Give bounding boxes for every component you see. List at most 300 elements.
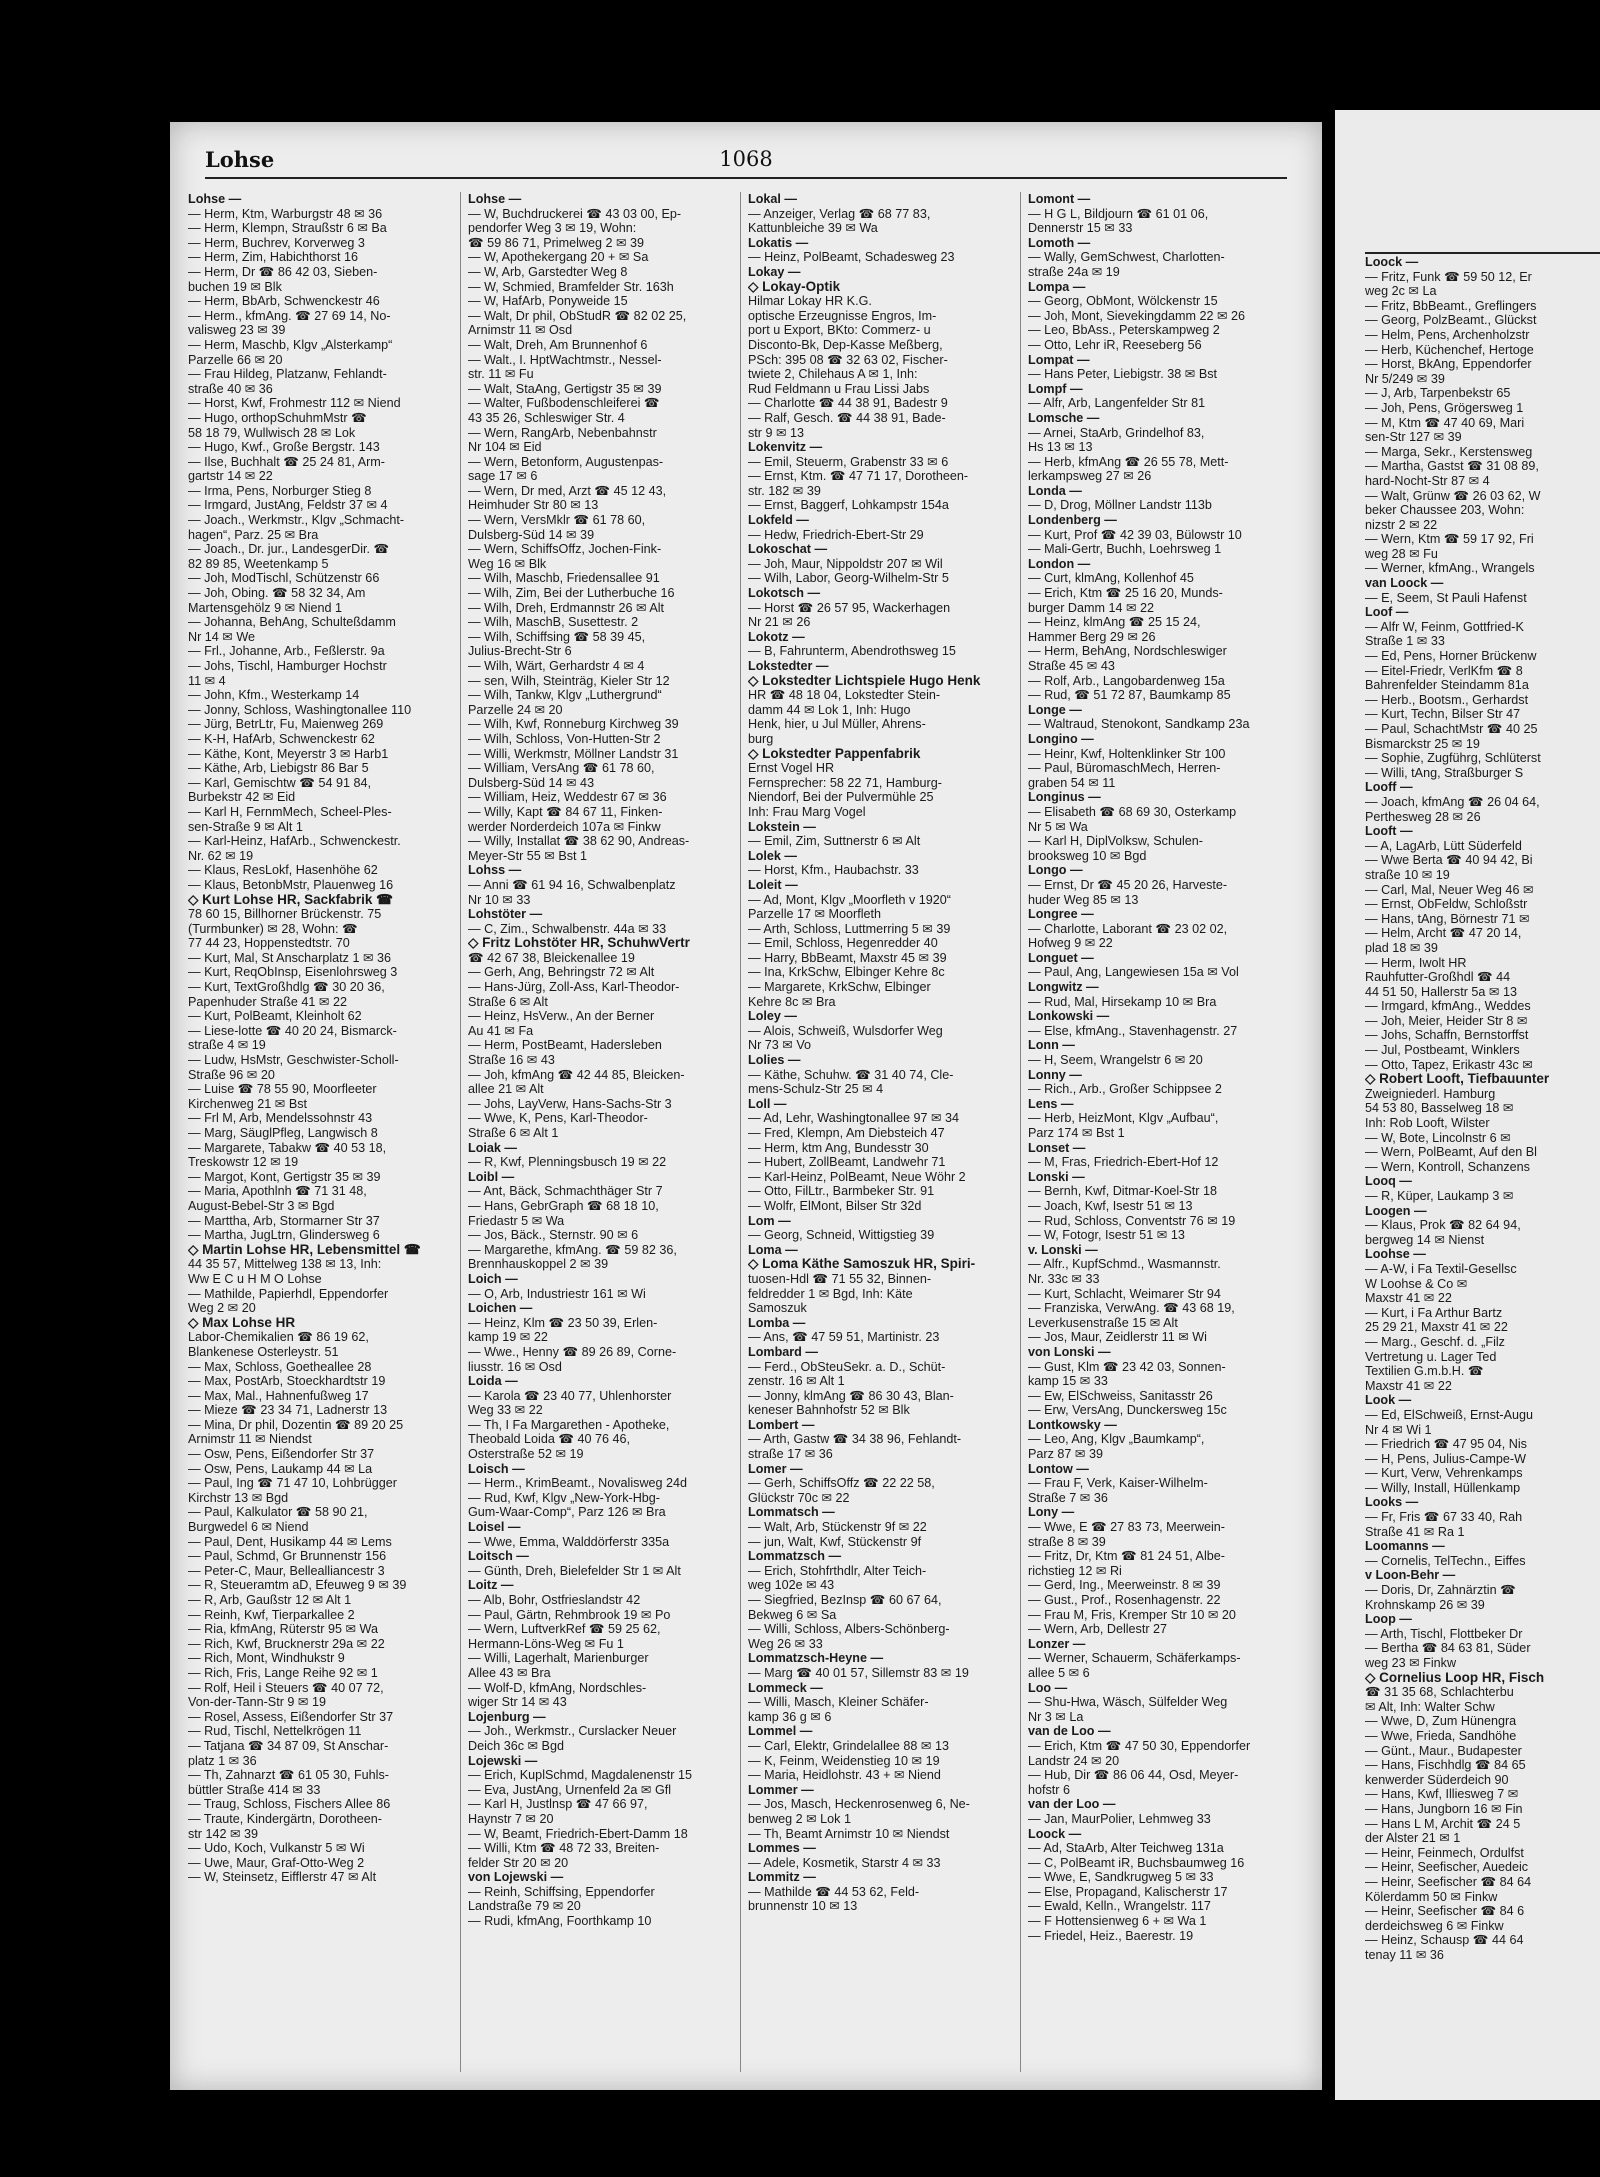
directory-entry: — Rudi, kfmAng, Foorthkamp 10 [468,1914,652,1929]
directory-entry: Haynstr 7 ✉ 20 [468,1811,554,1826]
directory-entry: — Joach, kfmAng ☎ 26 04 64, [1365,794,1540,809]
directory-entry: Henk, hier, u Jul Müller, Ahrens- [748,717,926,732]
directory-entry: — Martha, JugLtrn, Glindersweg 6 [188,1228,380,1243]
directory-entry: — Otto, Tapez, Erikastr 43c ✉ [1365,1057,1533,1072]
directory-entry: graben 54 ✉ 11 [1028,775,1116,790]
directory-entry: kamp 36 g ✉ 6 [748,1709,832,1724]
directory-entry: — Herb, kfmAng ☎ 26 55 78, Mett- [1028,454,1229,469]
directory-entry: August-Bebel-Str 3 ✉ Bgd [188,1198,335,1213]
directory-entry: Allee 43 ✉ Bra [468,1665,551,1680]
directory-entry: — W, Arb, Garstedter Weg 8 [468,264,628,279]
directory-entry: Lony — [1028,1505,1075,1520]
directory-entry: Lokay — [748,264,801,279]
directory-entry: — Ad, Lehr, Washingtonallee 97 ✉ 34 [748,1111,960,1126]
directory-entry: — W, HafArb, Ponyweide 15 [468,294,628,309]
directory-entry: — Paul, Kalkulator ☎ 58 90 21, [188,1505,368,1520]
directory-entry: — Gerh, Ang, Behringstr 72 ✉ Alt [468,965,655,980]
directory-entry: — Else, kfmAng., Stavenhagenstr. 27 [1028,1023,1238,1038]
directory-entry: kamp 15 ✉ 33 [1028,1374,1108,1389]
directory-entry: Straße 7 ✉ 36 [1028,1490,1108,1505]
directory-entry: — Rich, Mont, Windhukstr 9 [188,1651,345,1666]
directory-entry: Kirchenweg 21 ✉ Bst [188,1096,308,1111]
directory-entry: von Lojewski — [468,1870,564,1885]
directory-entry: Kattunbleiche 39 ✉ Wa [748,221,878,236]
directory-entry: Loibl — [468,1169,515,1184]
directory-entry: — Jonny, klmAng ☎ 86 30 43, Blan- [748,1388,954,1403]
directory-entry: — Joh, Mont, Sievekingdamm 22 ✉ 26 [1028,308,1246,323]
directory-entry: Julius-Brecht-Str 6 [468,644,572,659]
directory-entry: gartstr 14 ✉ 22 [188,469,273,484]
directory-entry: — Else, Propagand, Kalischerstr 17 [1028,1884,1228,1899]
directory-entry: 78 60 15, Billhorner Brückenstr. 75 [188,907,382,922]
directory-entry: — Hans, Fischhdlg ☎ 84 65 [1365,1758,1526,1773]
directory-entry: — Walt, Dr phil, ObStudR ☎ 82 02 25, [468,308,687,323]
directory-entry: kenwerder Süderdeich 90 [1365,1772,1509,1787]
directory-entry: Loleit — [748,877,798,892]
directory-entry: Au 41 ✉ Fa [468,1023,534,1038]
directory-entry: Hermann-Löns-Weg ✉ Fu 1 [468,1636,624,1651]
directory-entry: 77 44 23, Hoppenstedtstr. 70 [188,936,350,951]
directory-entry: — Irmgard, JustAng, Feldstr 37 ✉ 4 [188,498,388,513]
directory-entry: — Heinz, Schausp ☎ 44 64 [1365,1933,1524,1948]
directory-entry: — Herm., kfmAng. ☎ 27 69 14, No- [188,308,391,323]
directory-entry: Burbekstr 42 ✉ Eid [188,790,296,805]
directory-entry: Lomba — [748,1315,806,1330]
directory-entry: Loock — [1365,255,1419,269]
directory-entry: Lommes — [748,1841,816,1856]
directory-entry: — Wern, PolBeamt, Auf den Bl [1365,1145,1537,1160]
directory-entry: — Mathilde ☎ 44 53 62, Feld- [748,1884,920,1899]
directory-entry: ☎ 31 35 68, Schlachterbu [1365,1685,1514,1700]
directory-entry: — Rolf, Heil i Steuers ☎ 40 07 72, [188,1680,384,1695]
directory-entry: — Adele, Kosmetik, Starstr 4 ✉ 33 [748,1855,941,1870]
directory-entry: — Heinr, Kwf, Holtenklinker Str 100 [1028,746,1226,761]
directory-entry: twiete 2, Chilehaus A ✉ 1, Inh: [748,367,918,382]
directory-entry: Rud Feldmann u Frau Lissi Jabs [748,381,930,396]
directory-entry: Lokoschat — [748,542,828,557]
directory-entry: — R, Kwf, Plenningsbusch 19 ✉ 22 [468,1155,667,1170]
directory-entry: Nr 104 ✉ Eid [468,440,542,455]
directory-entry: Lokenvitz — [748,440,823,455]
directory-entry: burger Damm 14 ✉ 22 [1028,600,1155,615]
directory-entry: — Käthe, Schuhw. ☎ 31 40 74, Cle- [748,1067,954,1082]
directory-entry: — Franziska, VerwAng. ☎ 43 68 19, [1028,1301,1235,1316]
directory-entry: — Helm, Pens, Archenholzstr [1365,327,1530,342]
directory-entry: — Johs, Tischl, Hamburger Hochstr [188,659,387,673]
directory-entry: — Margot, Kont, Gertigstr 35 ✉ 39 [188,1169,381,1184]
directory-entry: — W, Apothekergang 20 + ✉ Sa [468,250,649,265]
directory-entry: Lommatsch — [748,1505,835,1520]
directory-entry: — Cornelis, TelTechn., Eiffes [1365,1553,1526,1568]
directory-entry: — Marg ☎ 40 01 57, Sillemstr 83 ✉ 19 [748,1665,969,1680]
directory-entry: Meyer-Str 55 ✉ Bst 1 [468,848,588,863]
directory-entry: — Wwe., Henny ☎ 89 26 89, Corne- [468,1344,677,1359]
directory-entry: — Heinz, Klm ☎ 23 50 39, Erlen- [468,1315,658,1330]
directory-entry: — A-W, i Fa Textil-Gesellsc [1365,1261,1517,1276]
directory-entry: — Georg, PolzBeamt., Glückst [1365,313,1537,328]
directory-entry: Deich 36c ✉ Bgd [468,1738,564,1753]
directory-entry: — Wern, Betonform, Augustenpas- [468,454,664,469]
directory-entry: — Charlotte, Laborant ☎ 23 02 02, [1028,921,1228,936]
directory-entry: benweg 2 ✉ Lok 1 [748,1811,851,1826]
directory-entry: — Herm, Buchrev, Korverweg 3 [188,235,365,250]
directory-entry: — Joach., Dr. jur., LandesgerDir. ☎ [188,542,390,557]
directory-entry: — W, Bote, Lincolnstr 6 ✉ [1365,1130,1511,1145]
directory-entry: Lombert — [748,1417,815,1432]
directory-entry: Disconto-Bk, Dep-Kasse Meßberg, [748,337,943,352]
directory-entry: Landstr 24 ✉ 20 [1028,1753,1120,1768]
directory-entry: — Frl., Johanne, Arb., Feßlerstr. 9a [188,644,385,659]
directory-entry: — Wwe, E ☎ 27 83 73, Meerwein- [1028,1520,1225,1535]
directory-entry: — Ed, Pens, Horner Brückenw [1365,649,1537,664]
directory-entry: — Rich, Kwf, Brucknerstr 29a ✉ 22 [188,1636,385,1651]
directory-entry: ◇ Martin Lohse HR, Lebensmittel ☎ [188,1242,421,1257]
directory-entry: — R, Steueramtm aD, Efeuweg 9 ✉ 39 [188,1578,407,1593]
directory-entry: Lontkowsky — [1028,1417,1117,1432]
directory-entry: — Ernst, Ktm. ☎ 47 71 17, Dorotheen- [748,469,969,484]
directory-entry: Lokotz — [748,629,805,644]
directory-entry: — Elisabeth ☎ 68 69 30, Osterkamp [1028,804,1237,819]
directory-entry: — Hans L M, Archit ☎ 24 5 [1365,1816,1521,1831]
directory-entry: — Alfr., KupfSchmd., Wasmannstr. [1028,1257,1221,1272]
directory-entry: — Marga, Sekr., Kerstensweg [1365,444,1533,459]
directory-entry: — Heinz, PolBeamt, Schadesweg 23 [748,250,955,265]
directory-entry: kamp 19 ✉ 22 [468,1330,548,1345]
directory-entry: — Wern, VersMklr ☎ 61 78 60, [468,513,646,528]
directory-entry: — W, Buchdruckerei ☎ 43 03 00, Ep- [468,206,682,221]
directory-entry: — Jonny, Schloss, Washingtonallee 110 [188,702,412,717]
directory-entry: — John, Kfm., Westerkamp 14 [188,688,360,703]
page-number: 1068 [719,147,773,171]
directory-entry: Straße 1 ✉ 33 [1365,634,1445,649]
directory-entry: Loll — [748,1096,787,1111]
directory-entry: Glückstr 70c ✉ 22 [748,1490,850,1505]
directory-entry: Longwitz — [1028,980,1099,995]
directory-entry: — Udo, Koch, Vulkanstr 5 ✉ Wi [188,1841,365,1856]
directory-entry: — Wilh, Zim, Bei der Lutherbuche 16 [468,586,675,601]
directory-entry: — Hedw, Friedrich-Ebert-Str 29 [748,527,924,542]
directory-entry: — Gerd, Ing., Meerweinstr. 8 ✉ 39 [1028,1578,1221,1593]
directory-entry: — Kurt, Verw, Vehrenkamps [1365,1466,1523,1481]
directory-entry: Lomoth — [1028,235,1091,250]
directory-entry: — Hugo, orthopSchuhmMstr ☎ [188,410,367,425]
directory-entry: — Kurt, Prof ☎ 42 39 03, Bülowstr 10 [1028,527,1242,542]
directory-entry: — Th, I Fa Margarethen - Apotheke, [468,1417,670,1432]
directory-entry: Londa — [1028,483,1082,498]
directory-entry: — Rud, Tischl, Nettelkrögen 11 [188,1724,362,1739]
directory-entry: — Herb., Bootsm., Gerhardst [1365,692,1529,707]
directory-entry: straße 17 ✉ 36 [748,1447,833,1462]
directory-entry: Parzelle 24 ✉ 20 [468,702,563,717]
directory-entry: — Eva, JustAng, Urnenfeld 2a ✉ Gfl [468,1782,672,1797]
directory-entry: mens-Schulz-Str 25 ✉ 4 [748,1082,884,1097]
directory-entry: — Ernst, Dr ☎ 45 20 26, Harveste- [1028,877,1228,892]
directory-entry: — Osw, Pens, Eißendorfer Str 37 [188,1447,375,1462]
directory-entry: — Wilh, Tankw, Klgv „Luthergrund“ [468,688,662,703]
directory-entry: — W, Schmied, Bramfelder Str. 163h [468,279,674,294]
directory-entry: Loisel — [468,1520,521,1535]
directory-entry: — Ant, Bäck, Schmachthäger Str 7 [468,1184,663,1199]
directory-entry: Nr. 62 ✉ 19 [188,848,254,863]
directory-entry: — Johs, LayVerw, Hans-Sachs-Str 3 [468,1096,672,1111]
directory-entry: Niendorf, Bei der Pulvermühle 25 [748,790,934,805]
directory-entry: — Max, Schloss, Goetheallee 28 [188,1359,372,1374]
directory-entry: — Klaus, BetonbMstr, Plauenweg 16 [188,877,394,892]
directory-entry: — Otto, FilLtr., Barmbeker Str. 91 [748,1184,935,1199]
directory-entry: — Wilh, Schloss, Von-Hutten-Str 2 [468,731,661,746]
directory-entry: — W, Steinsetz, Eifflerstr 47 ✉ Alt [188,1870,377,1885]
directory-entry: — Frau F, Verk, Kaiser-Wilhelm- [1028,1476,1208,1491]
directory-entry: — Otto, Lehr iR, Reeseberg 56 [1028,337,1202,352]
directory-entry: — Emil, Zim, Suttnerstr 6 ✉ Alt [748,834,921,849]
directory-entry: Lohss — [468,863,522,878]
directory-entry: — H, Seem, Wrangelstr 6 ✉ 20 [1028,1053,1203,1068]
directory-entry: Lonny — [1028,1067,1082,1082]
directory-entry: — A, LagArb, Lütt Süderfeld [1365,838,1522,853]
directory-entry: liusstr. 16 ✉ Osd [468,1359,562,1374]
directory-entry: — Herm, Ktm, Warburgstr 48 ✉ 36 [188,206,383,221]
directory-entry: — Heinr, Seefischer ☎ 84 6 [1365,1904,1525,1919]
directory-entry: Nr 5/249 ✉ 39 [1365,371,1445,386]
directory-entry: str. 182 ✉ 39 [748,483,821,498]
directory-entry: — Kurt, TextGroßhdlg ☎ 30 20 36, [188,980,385,995]
directory-entry: Hofweg 9 ✉ 22 [1028,936,1113,951]
directory-entry: — Heinz, HsVerw., An der Berner [468,1009,655,1024]
directory-entry: — Walt, Arb, Stückenstr 9f ✉ 22 [748,1520,927,1535]
directory-entry: hofstr 6 [1028,1782,1070,1797]
directory-entry: — William, Heiz, Weddestr 67 ✉ 36 [468,790,667,805]
directory-entry: — Mina, Dr phil, Dozentin ☎ 89 20 25 [188,1417,404,1432]
directory-entry: Straße 41 ✉ Ra 1 [1365,1524,1465,1539]
directory-entry: Nr 73 ✉ Vo [748,1038,812,1053]
directory-entry: — D, Drog, Möllner Landstr 113b [1028,498,1212,513]
directory-entry: — Marg, SäuglPfleg, Langwisch 8 [188,1126,378,1140]
directory-entry: — Karl H, Justlnsp ☎ 47 66 97, [468,1797,648,1812]
directory-entry: damm 44 ✉ Lok 1, Inh: Hugo [748,702,911,717]
directory-entry: — Herm., KrimBeamt., Novalisweg 24d [468,1476,688,1491]
directory-entry: — Karl-Heinz, PolBeamt, Neue Wöhr 2 [748,1169,966,1184]
directory-entry: 43 35 26, Schleswiger Str. 4 [468,410,625,425]
directory-entry: — Osw, Pens, Laukamp 44 ✉ La [188,1461,373,1476]
directory-entry: — Carl, Elektr, Grindelallee 88 ✉ 13 [748,1738,949,1753]
directory-entry: Loohse — [1365,1247,1426,1262]
adjacent-column [1365,255,1600,2100]
directory-entry: werder Norderdeich 107a ✉ Finkw [468,819,661,834]
directory-entry: lerkampsweg 27 ✉ 26 [1028,469,1152,484]
directory-entry: Hammer Berg 29 ✉ 26 [1028,629,1156,644]
directory-entry: — Leo, Ang, Klgv „Baumkamp“, [1028,1432,1205,1447]
directory-entry: tenay 11 ✉ 36 [1365,1947,1444,1962]
directory-entry: — Rosel, Assess, Eißendorfer Str 37 [188,1709,394,1724]
directory-entry: Lojewski — [468,1753,538,1768]
directory-entry: — Heinr, Seefischer ☎ 84 64 [1365,1874,1532,1889]
directory-entry: Hilmar Lokay HR K.G. [748,294,872,309]
directory-entry: — Karl H, DiplVolksw, Schulen- [1028,834,1203,849]
directory-entry: — Heinr, Seefischer, Auedeic [1365,1860,1529,1875]
directory-entry: — Wwe, Emma, Walddörferstr 335a [468,1534,670,1549]
directory-entry: Theobald Loida ☎ 40 76 46, [468,1432,631,1447]
directory-entry: — Heinr, Feinmech, Ordulfst [1365,1845,1524,1860]
directory-entry: Straße 45 ✉ 43 [1028,659,1115,673]
directory-entry: Inh: Frau Marg Vogel [748,804,866,819]
directory-entry: sage 17 ✉ 6 [468,469,538,484]
directory-entry: valisweg 23 ✉ 39 [188,323,286,338]
directory-entry: Krohnskamp 26 ✉ 39 [1365,1597,1485,1612]
directory-entry: — Wwe, K, Pens, Karl-Theodor- [468,1111,648,1126]
directory-entry: str 142 ✉ 39 [188,1826,259,1841]
directory-entry: — Willi, tAng, Straßburger S [1365,765,1524,780]
directory-entry: — Herm, Klempn, Straußstr 6 ✉ Ba [188,221,387,236]
directory-entry: — Alb, Bohr, Ostfrieslandstr 42 [468,1593,641,1607]
directory-entry: — Frau M, Fris, Kremper Str 10 ✉ 20 [1028,1607,1236,1622]
directory-entry: Arnimstr 11 ✉ Niendst [188,1432,312,1447]
directory-entry: — Emil, Steuerm, Grabenstr 33 ✉ 6 [748,454,949,469]
directory-entry: — Jos, Bäck., Sternstr. 90 ✉ 6 [468,1228,639,1243]
directory-entry: PSch: 395 08 ☎ 32 63 02, Fischer- [748,352,948,367]
directory-entry: — Waltraud, Stenokont, Sandkamp 23a [1028,717,1250,732]
directory-entry: Dennerstr 15 ✉ 33 [1028,221,1133,236]
directory-entry: pendorfer Weg 3 ✉ 19, Wohn: [468,221,637,236]
directory-entry: ◇ Lokstedter Pappenfabrik [748,746,921,761]
directory-entry: — Wilh, Maschb, Friedensallee 91 [468,571,660,586]
directory-entry: — Mieze ☎ 23 34 71, Ladnerstr 13 [188,1403,388,1418]
directory-entry: — Günt., Maur., Budapester [1365,1743,1522,1758]
directory-entry: — Herb, HeizMont, Klgv „Aufbau“, [1028,1111,1219,1126]
directory-entry: — Anzeiger, Verlag ☎ 68 77 83, [748,206,931,221]
directory-entry: Longino — [1028,731,1094,746]
directory-entry: Osterstraße 52 ✉ 19 [468,1447,584,1462]
directory-entry: — F Hottensienweg 6 + ✉ Wa 1 [1028,1914,1207,1929]
directory-entry: — Arth, Schloss, Luttmerring 5 ✉ 39 [748,921,951,936]
directory-entry: — Paul, Gärtn, Rehmbrook 19 ✉ Po [468,1607,671,1622]
directory-entry: Dulsberg-Süd 14 ✉ 43 [468,775,595,790]
directory-entry: — Bertha ☎ 84 63 81, Süder [1365,1641,1531,1656]
directory-entry: Gum-Waar-Comp“, Parz 126 ✉ Bra [468,1505,666,1520]
directory-entry: (Turmbunker) ✉ 28, Wohn: ☎ [188,921,358,936]
directory-entry: — Hans, GebrGraph ☎ 68 18 10, [468,1198,659,1213]
directory-entry: Lokfeld — [748,513,809,528]
directory-entry: Loida — [468,1374,518,1389]
directory-entry: Longo — [1028,863,1083,878]
directory-entry: — Herm, Maschb, Klgv „Alsterkamp“ [188,337,393,352]
directory-entry: Dulsberg-Süd 14 ✉ 39 [468,527,595,542]
directory-entry: Lommatzsch-Heyne — [748,1651,884,1666]
directory-entry: — Curt, klmAng, Kollenhof 45 [1028,571,1194,586]
column-2 [468,192,741,2072]
directory-entry: Lohstöter — [468,907,543,922]
directory-entry: — Rud, Schloss, Conventstr 76 ✉ 19 [1028,1213,1236,1228]
directory-entry: — Paul, Dent, Husikamp 44 ✉ Lems [188,1534,392,1549]
directory-entry: — Hans, Jungborn 16 ✉ Fin [1365,1801,1523,1816]
directory-entry: — Karola ☎ 23 40 77, Uhlenhorster [468,1388,672,1403]
directory-entry: — Carl, Mal, Neuer Weg 46 ✉ [1365,882,1534,897]
directory-entry: ◇ Fritz Lohstöter HR, SchuhwVertr [468,936,690,951]
directory-entry: Loichen — [468,1301,533,1316]
directory-entry: — Siegfried, BezInsp ☎ 60 67 64, [748,1593,942,1607]
directory-entry: Nr 5 ✉ Wa [1028,819,1088,834]
directory-entry: Lonset — [1028,1140,1086,1155]
directory-entry: brunnenstr 10 ✉ 13 [748,1899,858,1914]
directory-entry: — Wilh, Wärt, Gerhardstr 4 ✉ 4 [468,659,645,673]
directory-entry: Loomanns — [1365,1539,1445,1554]
directory-entry: burg [748,731,774,746]
directory-entry: Lontow — [1028,1461,1089,1476]
directory-entry: Weg 2 ✉ 20 [188,1301,256,1316]
directory-entry: Loock — [1028,1826,1082,1841]
directory-entry: Bekweg 6 ✉ Sa [748,1607,837,1622]
directory-entry: — Max, PostArb, Stoeckhardtstr 19 [188,1374,386,1389]
directory-entry: — Arnei, StaArb, Grindelhof 83, [1028,425,1205,440]
directory-entry: — Ans, ☎ 47 59 51, Martinistr. 23 [748,1330,940,1345]
directory-entry: — K, Feinm, Weidenstieg 10 ✉ 19 [748,1753,940,1768]
directory-entry: — Karl, Gemischtw ☎ 54 91 84, [188,775,371,790]
directory-entry: Lonkowski — [1028,1009,1110,1024]
directory-entry: Lohse — [468,192,522,206]
directory-entry: Lom — [748,1213,791,1228]
directory-entry: zenstr. 16 ✉ Alt 1 [748,1374,845,1389]
directory-entry: — Irma, Pens, Norburger Stieg 8 [188,483,372,498]
directory-entry: — Wwe, E, Sandkrugweg 5 ✉ 33 [1028,1870,1214,1885]
directory-entry: brooksweg 10 ✉ Bgd [1028,848,1147,863]
directory-entry: richstieg 12 ✉ Ri [1028,1563,1122,1578]
adjacent-page-fragment [1335,110,1600,2100]
directory-entry: ◇ Lokstedter Lichtspiele Hugo Henk [748,673,981,688]
directory-entry: — Kurt, PolBeamt, Kleinholt 62 [188,1009,362,1024]
directory-entry: — Maria, Apothlnh ☎ 71 31 48, [188,1184,367,1199]
directory-entry: Vertretung u. Lager Ted [1365,1349,1497,1364]
directory-entry: — Peter-C, Maur, Bellealliancestr 3 [188,1563,385,1578]
directory-entry: — Klaus, ResLokf, Hasenhöhe 62 [188,863,378,878]
directory-entry: — Johs, Schaffn, Bernstorffst [1365,1028,1529,1043]
directory-entry: — Joh, Obing. ☎ 58 32 34, Am [188,586,366,601]
directory-entry: — Jos, Maur, Zeidlerstr 11 ✉ Wi [1028,1330,1207,1345]
directory-entry: — Uwe, Maur, Graf-Otto-Weg 2 [188,1855,365,1870]
directory-entry: — Liese-lotte ☎ 40 20 24, Bismarck- [188,1023,397,1038]
directory-entry: tuosen-Hdl ☎ 71 55 32, Binnen- [748,1271,932,1286]
directory-entry: Parzelle 17 ✉ Moorfleth [748,907,882,922]
directory-entry: — Wwe, D, Zum Hünengra [1365,1714,1517,1729]
directory-entry: — Rud, Mal, Hirsekamp 10 ✉ Bra [1028,994,1217,1009]
directory-entry: — Wilh, Dreh, Erdmannstr 26 ✉ Alt [468,600,665,615]
directory-entry: Bismarckstr 25 ✉ 19 [1365,736,1480,751]
directory-entry: Loich — [468,1271,518,1286]
directory-entry: Weg 33 ✉ 22 [468,1403,543,1418]
directory-entry: — Wolf-D, kfmAng, Nordschles- [468,1680,647,1695]
directory-entry: — Rich, Fris, Lange Reihe 92 ✉ 1 [188,1665,378,1680]
directory-entry: — Fr, Fris ☎ 67 33 40, Rah [1365,1510,1523,1525]
directory-entry: straße 24a ✉ 19 [1028,264,1120,279]
directory-entry: felder Str 20 ✉ 20 [468,1855,569,1870]
directory-entry: — Wolfr, ElMont, Bilser Str 32d [748,1198,922,1213]
directory-entry: Friedastr 5 ✉ Wa [468,1213,565,1228]
page-header [205,147,1287,179]
directory-entry: — J, Arb, Tarpenbekstr 65 [1365,386,1511,401]
directory-entry: — Paul, BüromaschMech, Herren- [1028,761,1221,776]
directory-entry: Blankenese Osterleystr. 51 [188,1344,339,1359]
directory-entry: — Gust., Prof., Rosenhagenstr. 22 [1028,1593,1221,1607]
entry-columns [188,192,1308,2072]
directory-entry: — Jan, MaurPolier, Lehmweg 33 [1028,1811,1211,1826]
directory-entry: — Walt, StaAng, Gertigstr 35 ✉ 39 [468,381,662,396]
directory-entry: Lomsche — [1028,410,1100,425]
directory-entry: Lokstein — [748,819,816,834]
directory-entry: ◇ Lokay-Optik [748,279,841,294]
directory-entry: ◇ Loma Käthe Samoszuk HR, Spiri- [748,1257,976,1272]
directory-entry: ◇ Cornelius Loop HR, Fisch [1365,1670,1545,1685]
directory-entry: — Max, Mal., Hahnenfußweg 17 [188,1388,369,1403]
directory-entry: — Hans-Jürg, Zoll-Ass, Karl-Theodor- [468,980,680,995]
directory-entry: — Willy, Install, Hüllenkamp [1365,1480,1521,1495]
